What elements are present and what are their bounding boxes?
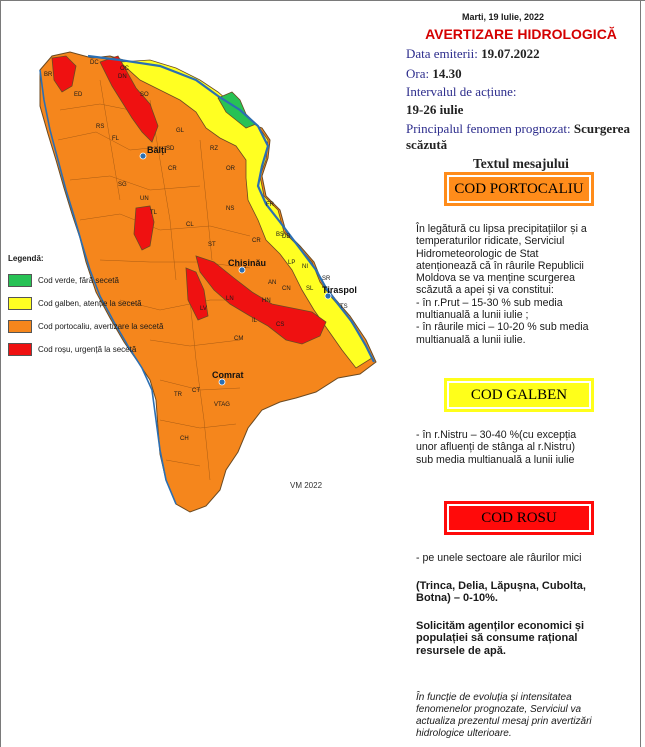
district-code-st: ST [208, 242, 216, 248]
time-value: 14.30 [432, 66, 462, 81]
yellow-line: sub media multianuală a lunii iulie [416, 453, 575, 466]
district-code-dc: DC [90, 60, 99, 66]
phenomenon-row-2 [406, 137, 447, 153]
orange-line: Moldova se va menține scurgerea [416, 272, 575, 285]
district-code-cm: CM [234, 336, 244, 342]
district-code-ns: NS [226, 206, 235, 212]
legend-item-green [8, 269, 208, 292]
header-date: Marti, 19 Iulie, 2022 [462, 12, 545, 22]
orange-line: scăzută a apei și va constitui: [416, 284, 554, 297]
district-code-tr: TR [174, 392, 182, 398]
appeal-line: resursele de apă. [416, 644, 506, 657]
legend-swatch-red [8, 343, 32, 356]
legend-label-yellow: Cod galben, atenție la secetă [38, 299, 142, 308]
district-code-br: BR [44, 72, 53, 78]
district-code-sl: SL [306, 286, 314, 292]
district-code-cl: CL [186, 222, 194, 228]
code-orange-badge: COD PORTOCALIU [447, 175, 591, 203]
city-tiraspol-label: Tiraspol [322, 285, 357, 295]
legend-label-orange: Cod portocaliu, avertizare la secetă [38, 322, 164, 331]
emission-date-label: Data emiterii: [406, 46, 478, 61]
legend-swatch-green [8, 274, 32, 287]
frame-right [640, 0, 641, 747]
district-code-db: DB [282, 234, 291, 240]
district-code-cs: CS [276, 322, 285, 328]
district-code-fr: FR [266, 202, 274, 208]
district-code-vtag: VTAG [214, 402, 230, 408]
phenomenon-row [406, 121, 630, 137]
legend-label-red: Cod roșu, urgență la secetă [38, 345, 137, 354]
district-code-ed: ED [74, 92, 83, 98]
interval-label: Intervalul de acțiune: [406, 84, 517, 99]
district-code-ts: TS [340, 304, 348, 310]
footer-line: În funcție de evoluția și intensitatea [416, 692, 572, 703]
district-code-ln: LN [226, 296, 234, 302]
legend-item-orange [8, 315, 208, 338]
district-code-or: OR [226, 166, 235, 172]
message-section-title: Textul mesajului [473, 156, 569, 171]
red-rivers-line: Botna) – 0-10%. [416, 592, 498, 605]
city-chisinau-label: Chișinău [228, 258, 267, 268]
orange-line: atenționează că în râurile Republicii [416, 259, 584, 272]
yellow-line: unor afluenți de stânga al r.Nistru) [416, 441, 575, 454]
red-rivers-text [416, 580, 626, 605]
district-code-sd: SD [166, 146, 175, 152]
header-title: AVERTIZARE HIDROLOGICĂ [425, 26, 617, 42]
appeal-line: Solicităm agenților economici și [416, 620, 585, 632]
city-balti-label: Bălți [147, 145, 167, 155]
time-row [406, 66, 462, 82]
legend-swatch-yellow [8, 297, 32, 310]
interval-value [406, 102, 463, 118]
district-code-so: SO [140, 92, 149, 98]
city-balti-marker [140, 153, 146, 159]
time-label: Ora: [406, 66, 430, 81]
district-code-cn: CN [282, 286, 291, 292]
footer-line: fenomenelor prognozate, Serviciul va [416, 704, 582, 715]
district-code-gl: GL [176, 128, 185, 134]
district-code-un: UN [140, 196, 149, 202]
footer-note [416, 692, 626, 740]
legend-title: Legendă: [8, 254, 44, 263]
orange-message-text [416, 223, 626, 346]
code-yellow-badge: COD GALBEN [447, 381, 591, 409]
district-code-cr: CR [168, 166, 177, 172]
district-code-ni: NI [302, 264, 308, 270]
district-code-cr: CR [252, 238, 261, 244]
legend-swatch-orange [8, 320, 32, 333]
orange-line: - în r.Prut – 15-30 % sub media [416, 296, 563, 309]
emission-date-row [406, 46, 540, 62]
district-code-oc: OC [120, 66, 129, 72]
orange-line: - în râurile mici – 10-20 % sub media [416, 321, 589, 334]
district-code-sr: SR [322, 276, 331, 282]
district-code-lv: LV [200, 306, 207, 312]
legend-label-green: Cod verde, fără secetă [38, 276, 119, 285]
legend-item-red [8, 338, 208, 361]
map-legend [8, 254, 208, 361]
red-intro-text: - pe unele sectoare ale râurilor mici [416, 552, 582, 564]
footer-line: actualiza prezentul mesaj prin avertizări [416, 716, 592, 727]
district-code-rs: RS [96, 124, 105, 130]
district-code-fl: FL [112, 136, 120, 142]
orange-line: multianuală a lunii iulie ; [416, 309, 529, 322]
yellow-message-text [416, 429, 626, 466]
district-code-lp: LP [288, 260, 296, 266]
phenomenon-label: Principalul fenomen prognozat: [406, 121, 571, 136]
legend-item-yellow [8, 292, 208, 315]
yellow-line: - în r.Nistru – 30-40 %(cu excepția [416, 429, 577, 441]
district-code-an: AN [268, 280, 277, 286]
district-code-ch: CH [180, 436, 189, 442]
map-signature: VM 2022 [290, 481, 323, 490]
appeal-line: populației să consume rațional [416, 632, 578, 645]
district-code-ct: CT [192, 388, 200, 394]
district-code-tl: TL [150, 210, 158, 216]
emission-date-value: 19.07.2022 [481, 46, 540, 61]
district-code-sg: SG [118, 182, 127, 188]
orange-line: multianuală a lunii iulie. [416, 333, 526, 346]
city-comrat-label: Comrat [212, 370, 244, 380]
district-code-bs: BS [276, 232, 285, 238]
district-code-il: IL [252, 318, 258, 324]
phenomenon-value-1: Scurgerea [573, 121, 630, 136]
red-rivers-line: (Trinca, Delia, Lăpușna, Cubolta, [416, 580, 586, 592]
orange-line: Hidrometeorologic de Stat [416, 247, 539, 260]
phenomenon-value-2: scăzută [406, 137, 448, 152]
district-code-dn: DN [118, 74, 127, 80]
district-code-hn: HN [262, 298, 271, 304]
orange-line: temperaturilor ridicate, Serviciul [416, 235, 565, 248]
district-code-rz: RZ [210, 146, 218, 152]
footer-line: hidrologice ulterioare. [416, 728, 512, 739]
orange-line: În legătură cu lipsa precipitațiilor și a [416, 223, 587, 235]
interval-value-text: 19-26 iulie [406, 102, 464, 117]
code-red-badge: COD ROSU [447, 504, 591, 532]
appeal-text [416, 620, 626, 657]
